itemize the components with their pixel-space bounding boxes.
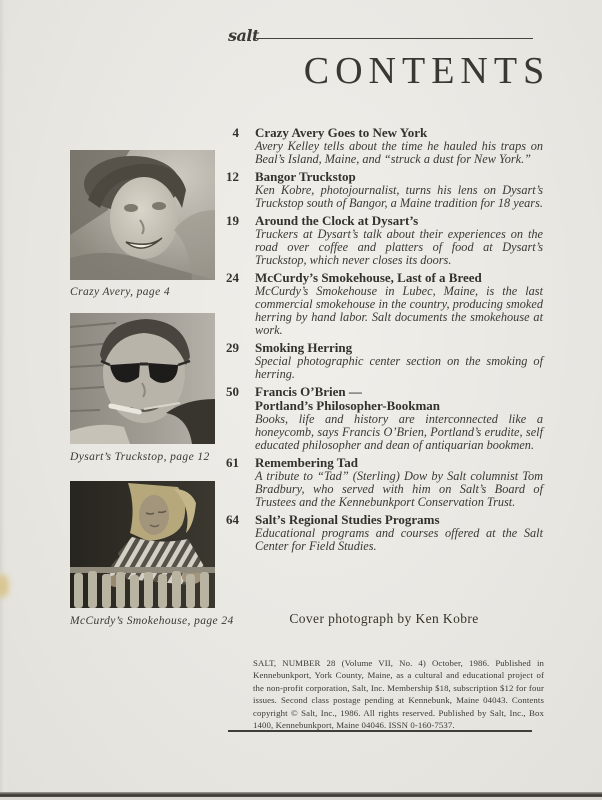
toc-entry-title: Bangor Truckstop bbox=[255, 169, 356, 184]
table-of-contents bbox=[225, 126, 543, 557]
toc-entry-page-number: 19 bbox=[226, 213, 239, 228]
toc-entry-page-number: 4 bbox=[232, 125, 239, 140]
scan-left-edge bbox=[0, 0, 8, 800]
toc-entry-description: Ken Kobre, photojournalist, turns his lens on Dysart’s Truckstop south of Bangor, a Maine tradition for 18 years. bbox=[255, 183, 543, 210]
toc-entry-title: McCurdy’s Smokehouse, Last of a Breed bbox=[255, 270, 482, 285]
toc-entry-page-number: 12 bbox=[226, 169, 239, 184]
toc-entry-page-number: 24 bbox=[226, 270, 239, 285]
header-rule bbox=[256, 38, 533, 39]
toc-entry-title: Crazy Avery Goes to New York bbox=[255, 125, 428, 140]
toc-entry-description: McCurdy’s Smokehouse in Lubec, Maine, is the last commercial smokehouse in the country, producing smoked herring by hand labor. Salt documents the smokehouse at work. bbox=[255, 284, 543, 337]
toc-entry-title-line2: Portland’s Philosopher-Bookman bbox=[255, 398, 441, 413]
toc-entry-description: Special photographic center section on the smoking of herring. bbox=[255, 354, 543, 381]
toc-entry-page-number: 50 bbox=[226, 384, 239, 399]
toc-entry bbox=[225, 456, 543, 509]
photo-caption: McCurdy’s Smokehouse, page 24 bbox=[70, 615, 234, 627]
toc-entry bbox=[225, 513, 543, 553]
toc-entry-page-number: 29 bbox=[226, 340, 239, 355]
footer-rule bbox=[228, 730, 532, 732]
page-title: CONTENTS bbox=[303, 50, 551, 92]
toc-entry bbox=[225, 385, 543, 452]
toc-entry bbox=[225, 214, 543, 267]
dysarts-truckstop-photo bbox=[70, 313, 215, 444]
magazine-logo: salt bbox=[228, 26, 259, 45]
crazy-avery-photo bbox=[70, 150, 215, 280]
toc-entry-title: Smoking Herring bbox=[255, 340, 353, 355]
toc-entry-title: Remembering Tad bbox=[255, 455, 358, 470]
toc-entry bbox=[225, 341, 543, 381]
toc-entry-description: Books, life and history are interconnected like a honeycomb, says Francis O’Brien, Portland’s erudite, self educated philosopher and dean of antiquarian bookmen. bbox=[255, 412, 543, 452]
toc-entry-description: Avery Kelley tells about the time he hauled his traps on Beal’s Island, Maine, and “struck a dust for New York.” bbox=[255, 139, 543, 166]
toc-entry-title: Francis O’Brien — bbox=[255, 384, 362, 399]
photo-caption: Crazy Avery, page 4 bbox=[70, 286, 171, 298]
toc-entry bbox=[225, 126, 543, 166]
cover-photo-credit: Cover photograph by Ken Kobre bbox=[289, 611, 479, 626]
toc-entry-description: A tribute to “Tad” (Sterling) Dow by Salt columnist Tom Bradbury, who served with him on Salt’s Board of Trustees and the Kennebunkport Conservation Trust. bbox=[255, 469, 543, 509]
mccurdys-smokehouse-photo bbox=[70, 481, 215, 608]
toc-entry-description: Truckers at Dysart’s talk about their experiences on the road over coffee and platters of food at Dysart’s Truckstop, which never closes its doors. bbox=[255, 227, 543, 267]
toc-entry-title: Salt’s Regional Studies Programs bbox=[255, 512, 440, 527]
toc-entry bbox=[225, 170, 543, 210]
photo-caption: Dysart’s Truckstop, page 12 bbox=[70, 451, 210, 463]
toc-entry-page-number: 64 bbox=[226, 512, 239, 527]
toc-entry bbox=[225, 271, 543, 337]
masthead-fine-print: SALT, NUMBER 28 (Volume VII, No. 4) October, 1986. Published in Kennebunkport, York County, Maine, as a cultural and educational project of the non-profit corporation, Salt, Inc. Membership $18, subscription $12 for four issues. Second class postage pending at Kennebunk, Maine 04043. Contents copyright © Salt, Inc., 1986. All rights reserved. Published by Salt, Inc., Box 1400, Kennebunkport, Maine 04046. ISSN 0-160-7537. bbox=[253, 658, 544, 731]
toc-entry-title: Around the Clock at Dysart’s bbox=[255, 213, 419, 228]
toc-entry-description: Educational programs and courses offered at the Salt Center for Field Studies. bbox=[255, 526, 543, 553]
toc-entry-page-number: 61 bbox=[226, 455, 239, 470]
